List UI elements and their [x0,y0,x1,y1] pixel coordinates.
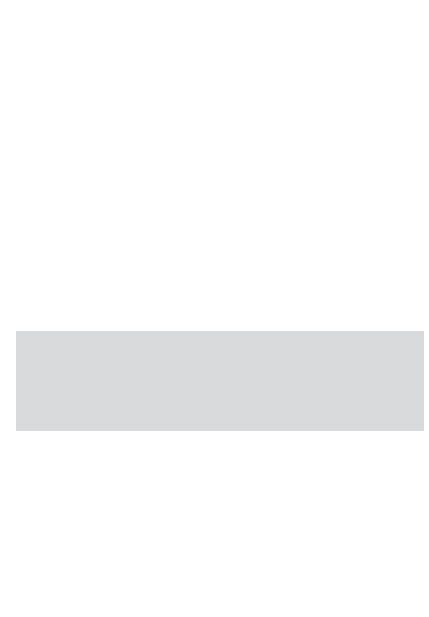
exercise-g-header [6,306,11,318]
financial-crisis-box [16,331,424,431]
exercise-h-header [6,460,11,472]
exercise-f-header [6,165,11,177]
